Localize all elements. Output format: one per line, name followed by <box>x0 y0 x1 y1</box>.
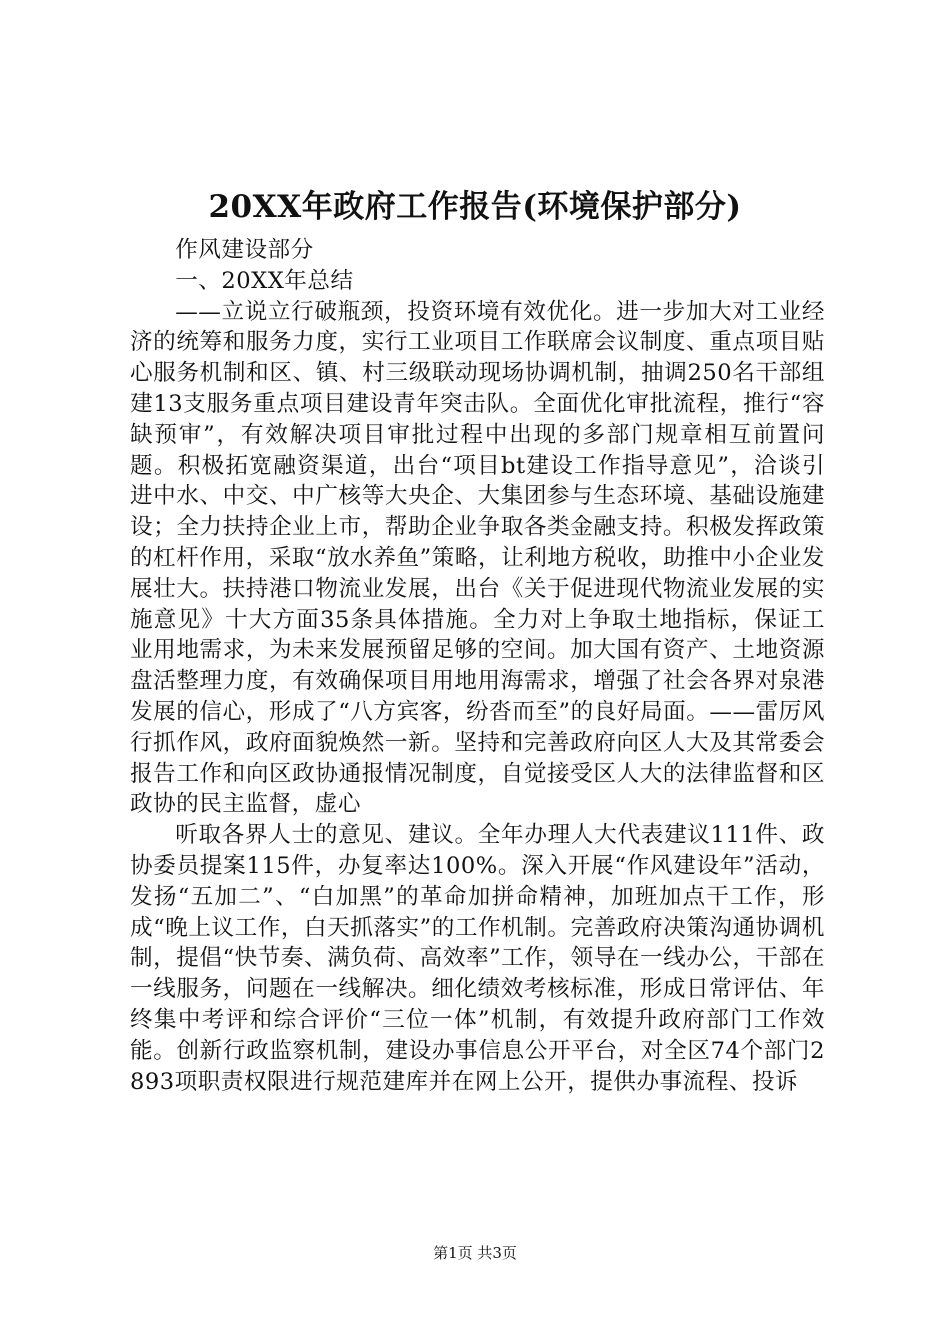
body-paragraph-2: 听取各界人士的意见、建议。全年办理人大代表建议111件、政协委员提案115件，办复率达100%。深入开展“作风建设年”活动，发扬“五加二”、“白加黑”的革命加拼命精神，加班加点干工作，形成“晚上议工作，白天抓落实”的工作机制。完善政府决策沟通协调机制，提倡“快节奏、满负荷、高效率”工作，领导在一线办公，干部在一线服务，问题在一线解决。细化绩效考核标准，形成日常评估、年终集中考评和综合评价“三位一体”机制，有效提升政府部门工作效能。创新行政监察机制，建设办事信息公开平台，对全区74个部门2893项职责权限进行规范建库并在网上公开，提供办事流程、投诉 <box>130 822 825 1095</box>
document-body <box>130 235 825 1097</box>
section-heading: 一、20XX年总结 <box>175 267 354 294</box>
page-number-footer: 第1页 共3页 <box>433 1244 517 1262</box>
section-label: 作风建设部分 <box>175 237 314 263</box>
body-paragraph-1: ——立说立行破瓶颈，投资环境有效优化。进一步加大对工业经济的统筹和服务力度，实行工业项目工作联席会议制度、重点项目贴心服务机制和区、镇、村三级联动现场协调机制，抽调250名干部组建13支服务重点项目建设青年突击队。全面优化审批流程，推行“容缺预审”，有效解决项目审批过程中出现的多部门规章相互前置问题。积极拓宽融资渠道，出台“项目bt建设工作指导意见”，洽谈引进中水、中交、中广核等大央企、大集团参与生态环境、基础设施建设；全力扶持企业上市，帮助企业争取各类金融支持。积极发挥政策的杠杆作用，采取“放水养鱼”策略，让利地方税收，助推中小企业发展壮大。扶持港口物流业发展，出台《关于促进现代物流业发展的实施意见》十大方面35条具体措施。全力对上争取土地指标，保证工业用地需求，为未来发展预留足够的空间。加大国有资产、土地资源盘活整理力度，有效确保项目用地用海需求，增强了社会各界对泉港发展的信心，形成了“八方宾客，纷沓而至”的良好局面。——雷厉风行抓作风，政府面貌焕然一新。坚持和完善政府向区人大及其常委会报告工作和向区政协通报情况制度，自觉接受区人大的法律监督和区政协的民主监督，虚心 <box>130 298 825 818</box>
document-title: 20XX年政府工作报告(环境保护部分) <box>208 189 742 225</box>
